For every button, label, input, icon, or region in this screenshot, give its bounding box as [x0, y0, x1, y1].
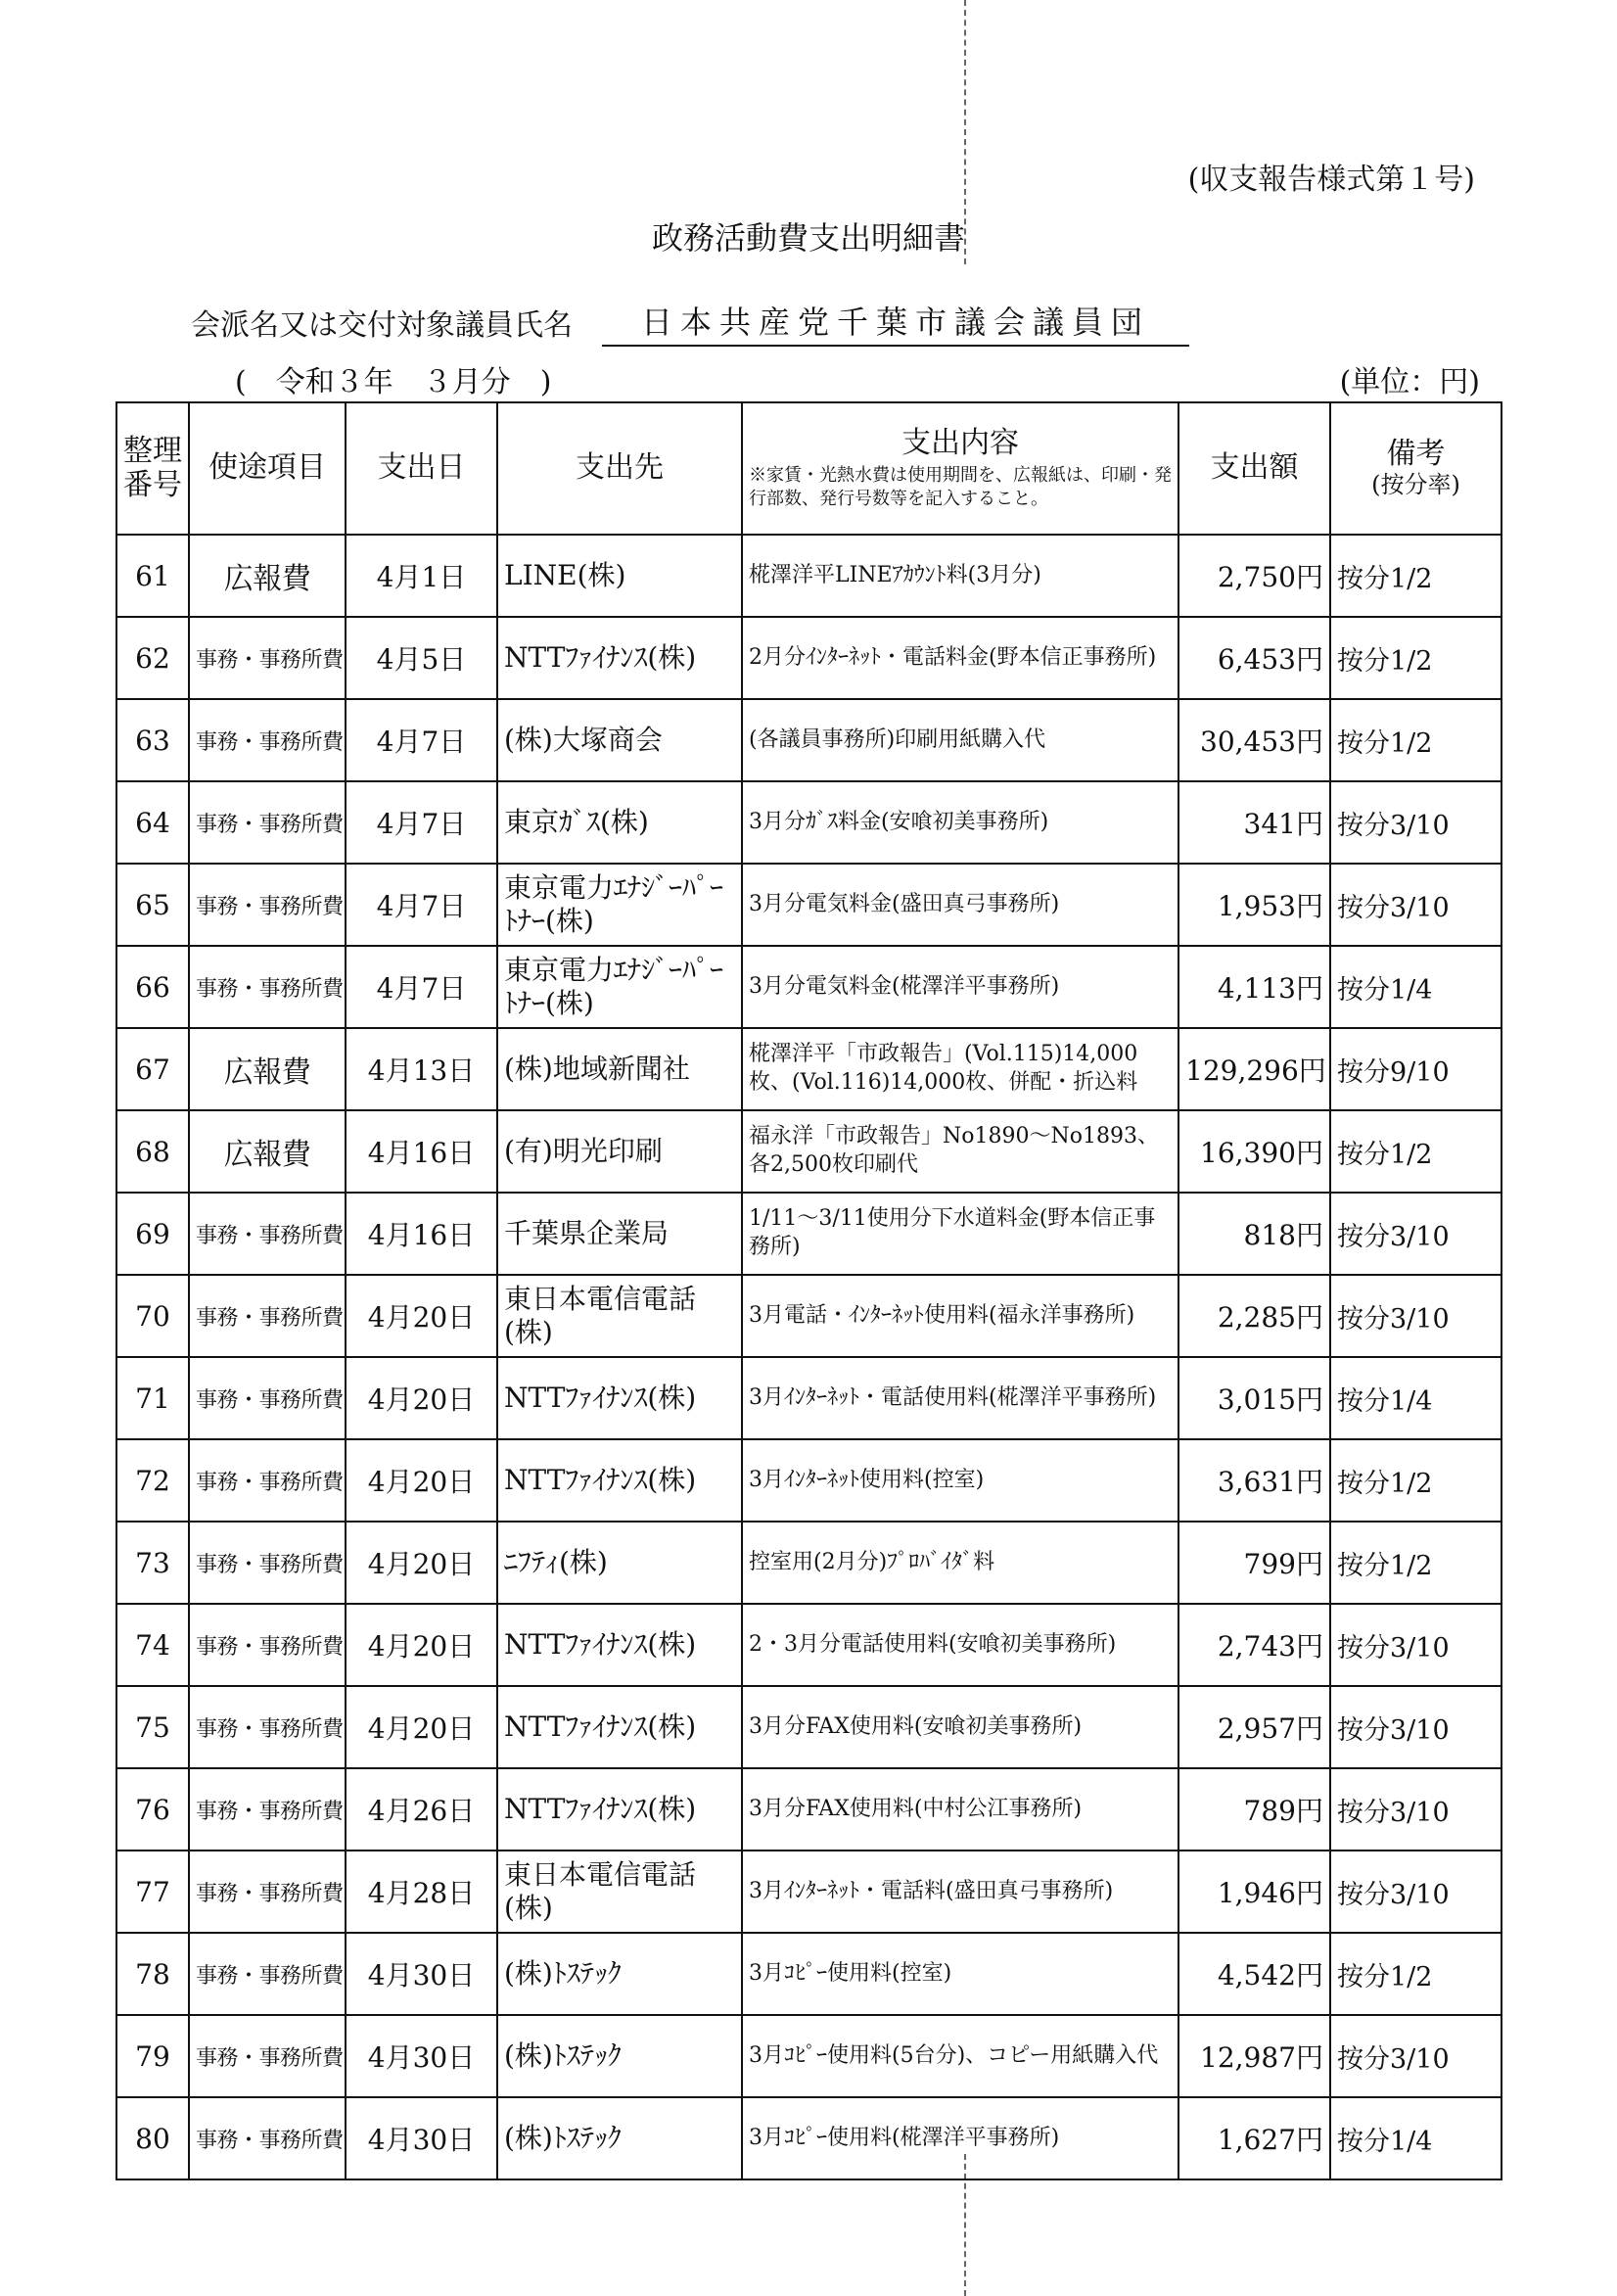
table-row [116, 1522, 1502, 1604]
row-content: 3月分FAX使用料(中村公江事務所) [742, 1768, 1178, 1851]
row-number: 76 [116, 1768, 189, 1851]
row-number: 77 [116, 1851, 189, 1933]
row-date: 4月16日 [346, 1110, 497, 1193]
expense-table [116, 401, 1502, 2180]
row-payee: (株)地域新聞社 [497, 1028, 742, 1110]
row-date: 4月20日 [346, 1275, 497, 1357]
table-row [116, 1110, 1502, 1193]
row-payee: 東京電力ｴﾅｼﾞｰﾊﾟｰﾄﾅｰ(株) [497, 864, 742, 946]
row-amount: 1,946円 [1178, 1851, 1330, 1933]
row-category: 事務・事務所費 [189, 2015, 346, 2097]
row-date: 4月16日 [346, 1193, 497, 1275]
row-content: 3月ｲﾝﾀｰﾈｯﾄ・電話使用料(椛澤洋平事務所) [742, 1357, 1178, 1439]
row-payee: (株)ﾄｽﾃｯｸ [497, 2015, 742, 2097]
row-amount: 2,957円 [1178, 1686, 1330, 1768]
row-remarks: 按分1/2 [1330, 699, 1502, 781]
row-remarks: 按分3/10 [1330, 1768, 1502, 1851]
row-content: 3月分電気料金(椛澤洋平事務所) [742, 946, 1178, 1028]
row-amount: 12,987円 [1178, 2015, 1330, 2097]
table-row [116, 2097, 1502, 2179]
row-date: 4月13日 [346, 1028, 497, 1110]
table-row [116, 699, 1502, 781]
row-payee: (株)ﾄｽﾃｯｸ [497, 2097, 742, 2179]
row-number: 61 [116, 535, 189, 617]
row-date: 4月7日 [346, 699, 497, 781]
row-number: 80 [116, 2097, 189, 2179]
row-category: 事務・事務所費 [189, 1604, 346, 1686]
row-category: 事務・事務所費 [189, 1193, 346, 1275]
row-content: 3月分FAX使用料(安喰初美事務所) [742, 1686, 1178, 1768]
table-row [116, 1193, 1502, 1275]
row-date: 4月26日 [346, 1768, 497, 1851]
row-payee: 千葉県企業局 [497, 1193, 742, 1275]
row-payee: (株)ﾄｽﾃｯｸ [497, 1933, 742, 2015]
col-header-content [742, 402, 1178, 535]
col-header-payee: 支出先 [497, 402, 742, 535]
row-number: 79 [116, 2015, 189, 2097]
row-payee: 東日本電信電話(株) [497, 1851, 742, 1933]
row-payee: (株)大塚商会 [497, 699, 742, 781]
row-number: 64 [116, 781, 189, 864]
row-content: 2・3月分電話使用料(安喰初美事務所) [742, 1604, 1178, 1686]
row-remarks: 按分1/4 [1330, 2097, 1502, 2179]
row-category: 事務・事務所費 [189, 1275, 346, 1357]
row-content: 椛澤洋平「市政報告」(Vol.115)14,000枚、(Vol.116)14,000枚、併配・折込料 [742, 1028, 1178, 1110]
table-row [116, 2015, 1502, 2097]
row-remarks: 按分1/2 [1330, 535, 1502, 617]
col-header-no: 整理番号 [116, 402, 189, 535]
row-category: 事務・事務所費 [189, 2097, 346, 2179]
row-category: 事務・事務所費 [189, 1522, 346, 1604]
row-remarks: 按分3/10 [1330, 1193, 1502, 1275]
row-date: 4月20日 [346, 1604, 497, 1686]
row-number: 67 [116, 1028, 189, 1110]
row-amount: 341円 [1178, 781, 1330, 864]
row-date: 4月30日 [346, 2097, 497, 2179]
table-row [116, 535, 1502, 617]
row-category: 事務・事務所費 [189, 699, 346, 781]
row-category: 広報費 [189, 1110, 346, 1193]
table-row [116, 1768, 1502, 1851]
row-date: 4月5日 [346, 617, 497, 699]
row-remarks: 按分1/4 [1330, 946, 1502, 1028]
row-category: 広報費 [189, 535, 346, 617]
row-category: 事務・事務所費 [189, 946, 346, 1028]
table-row [116, 1028, 1502, 1110]
row-payee: NTTﾌｧｲﾅﾝｽ(株) [497, 1768, 742, 1851]
row-number: 66 [116, 946, 189, 1028]
row-category: 事務・事務所費 [189, 864, 346, 946]
row-remarks: 按分3/10 [1330, 864, 1502, 946]
row-category: 事務・事務所費 [189, 1851, 346, 1933]
col-header-amount: 支出額 [1178, 402, 1330, 535]
row-payee: NTTﾌｧｲﾅﾝｽ(株) [497, 1686, 742, 1768]
row-category: 事務・事務所費 [189, 617, 346, 699]
row-category: 事務・事務所費 [189, 1439, 346, 1522]
row-number: 75 [116, 1686, 189, 1768]
row-remarks: 按分3/10 [1330, 1686, 1502, 1768]
row-remarks: 按分3/10 [1330, 781, 1502, 864]
row-amount: 799円 [1178, 1522, 1330, 1604]
row-date: 4月30日 [346, 2015, 497, 2097]
row-payee: 東京ｶﾞｽ(株) [497, 781, 742, 864]
row-content: 椛澤洋平LINEｱｶｳﾝﾄ料(3月分) [742, 535, 1178, 617]
row-amount: 16,390円 [1178, 1110, 1330, 1193]
row-date: 4月7日 [346, 864, 497, 946]
table-row [116, 617, 1502, 699]
row-amount: 6,453円 [1178, 617, 1330, 699]
row-number: 73 [116, 1522, 189, 1604]
row-amount: 818円 [1178, 1193, 1330, 1275]
row-remarks: 按分1/2 [1330, 1933, 1502, 2015]
row-number: 74 [116, 1604, 189, 1686]
row-date: 4月20日 [346, 1439, 497, 1522]
row-number: 63 [116, 699, 189, 781]
row-amount: 1,953円 [1178, 864, 1330, 946]
row-category: 広報費 [189, 1028, 346, 1110]
row-content: 3月ｲﾝﾀｰﾈｯﾄ使用料(控室) [742, 1439, 1178, 1522]
row-date: 4月20日 [346, 1686, 497, 1768]
row-payee: NTTﾌｧｲﾅﾝｽ(株) [497, 1357, 742, 1439]
row-amount: 129,296円 [1178, 1028, 1330, 1110]
row-remarks: 按分9/10 [1330, 1028, 1502, 1110]
table-header-row [116, 402, 1502, 535]
col-header-date: 支出日 [346, 402, 497, 535]
row-content: 福永洋「市政報告」No1890～No1893、各2,500枚印刷代 [742, 1110, 1178, 1193]
row-payee: NTTﾌｧｲﾅﾝｽ(株) [497, 1439, 742, 1522]
row-category: 事務・事務所費 [189, 1357, 346, 1439]
row-amount: 3,015円 [1178, 1357, 1330, 1439]
row-number: 69 [116, 1193, 189, 1275]
table-row [116, 1933, 1502, 2015]
row-date: 4月7日 [346, 781, 497, 864]
row-payee: ﾆﾌﾃｨ(株) [497, 1522, 742, 1604]
party-label: 会派名又は交付対象議員氏名 [191, 308, 573, 343]
table-row [116, 781, 1502, 864]
row-content: 1/11～3/11使用分下水道料金(野本信正事務所) [742, 1193, 1178, 1275]
row-amount: 2,285円 [1178, 1275, 1330, 1357]
row-remarks: 按分1/2 [1330, 1439, 1502, 1522]
row-amount: 789円 [1178, 1768, 1330, 1851]
row-amount: 3,631円 [1178, 1439, 1330, 1522]
row-payee: 東京電力ｴﾅｼﾞｰﾊﾟｰﾄﾅｰ(株) [497, 946, 742, 1028]
row-content: 3月分電気料金(盛田真弓事務所) [742, 864, 1178, 946]
party-name: 日本共産党千葉市議会議員団 [602, 298, 1189, 347]
table-row [116, 1686, 1502, 1768]
row-number: 71 [116, 1357, 189, 1439]
row-date: 4月20日 [346, 1357, 497, 1439]
report-period: ( 令和３年 ３月分 ) [235, 365, 552, 399]
row-date: 4月28日 [346, 1851, 497, 1933]
col-header-category: 使途項目 [189, 402, 346, 535]
row-payee: LINE(株) [497, 535, 742, 617]
table-row [116, 1439, 1502, 1522]
table-row [116, 1357, 1502, 1439]
row-content: (各議員事務所)印刷用紙購入代 [742, 699, 1178, 781]
row-payee: NTTﾌｧｲﾅﾝｽ(株) [497, 1604, 742, 1686]
col-header-content-note: ※家賃・光熱水費は使用期間を、広報紙は、印刷・発行部数、発行号数等を記入すること。 [749, 465, 1172, 509]
col-header-remarks [1330, 402, 1502, 535]
row-remarks: 按分3/10 [1330, 1275, 1502, 1357]
row-payee: NTTﾌｧｲﾅﾝｽ(株) [497, 617, 742, 699]
row-content: 3月ｲﾝﾀｰﾈｯﾄ・電話料(盛田真弓事務所) [742, 1851, 1178, 1933]
row-remarks: 按分1/2 [1330, 1110, 1502, 1193]
table-row [116, 946, 1502, 1028]
row-amount: 4,113円 [1178, 946, 1330, 1028]
row-number: 62 [116, 617, 189, 699]
row-content: 控室用(2月分)ﾌﾟﾛﾊﾞｲﾀﾞ料 [742, 1522, 1178, 1604]
row-date: 4月7日 [346, 946, 497, 1028]
row-date: 4月20日 [346, 1522, 497, 1604]
row-number: 68 [116, 1110, 189, 1193]
row-category: 事務・事務所費 [189, 1768, 346, 1851]
row-number: 72 [116, 1439, 189, 1522]
row-remarks: 按分3/10 [1330, 2015, 1502, 2097]
row-amount: 4,542円 [1178, 1933, 1330, 2015]
row-date: 4月30日 [346, 1933, 497, 2015]
page-title: 政務活動費支出明細書 [651, 219, 965, 257]
row-payee: 東日本電信電話(株) [497, 1275, 742, 1357]
row-content: 3月分ｶﾞｽ料金(安喰初美事務所) [742, 781, 1178, 864]
row-category: 事務・事務所費 [189, 1686, 346, 1768]
unit-label: (単位：円) [1339, 365, 1480, 399]
row-amount: 1,627円 [1178, 2097, 1330, 2179]
row-payee: (有)明光印刷 [497, 1110, 742, 1193]
row-remarks: 按分1/4 [1330, 1357, 1502, 1439]
row-content: 3月ｺﾋﾟｰ使用料(椛澤洋平事務所) [742, 2097, 1178, 2179]
row-amount: 30,453円 [1178, 699, 1330, 781]
row-date: 4月1日 [346, 535, 497, 617]
col-header-remarks-label: 備考 [1386, 437, 1446, 472]
row-amount: 2,743円 [1178, 1604, 1330, 1686]
table-row [116, 864, 1502, 946]
row-category: 事務・事務所費 [189, 1933, 346, 2015]
col-header-content-label: 支出内容 [901, 425, 1019, 460]
row-number: 65 [116, 864, 189, 946]
col-header-remarks-sub: (按分率) [1371, 470, 1460, 498]
row-category: 事務・事務所費 [189, 781, 346, 864]
row-content: 3月ｺﾋﾟｰ使用料(控室) [742, 1933, 1178, 2015]
form-number: (収支報告様式第１号) [1187, 163, 1475, 197]
row-content: 2月分ｲﾝﾀｰﾈｯﾄ・電話料金(野本信正事務所) [742, 617, 1178, 699]
row-remarks: 按分1/2 [1330, 1522, 1502, 1604]
table-row [116, 1604, 1502, 1686]
table-row [116, 1275, 1502, 1357]
row-number: 70 [116, 1275, 189, 1357]
row-remarks: 按分3/10 [1330, 1604, 1502, 1686]
row-remarks: 按分1/2 [1330, 617, 1502, 699]
row-content: 3月電話・ｲﾝﾀｰﾈｯﾄ使用料(福永洋事務所) [742, 1275, 1178, 1357]
table-row [116, 1851, 1502, 1933]
row-content: 3月ｺﾋﾟｰ使用料(5台分)、コピー用紙購入代 [742, 2015, 1178, 2097]
row-remarks: 按分3/10 [1330, 1851, 1502, 1933]
row-number: 78 [116, 1933, 189, 2015]
row-amount: 2,750円 [1178, 535, 1330, 617]
